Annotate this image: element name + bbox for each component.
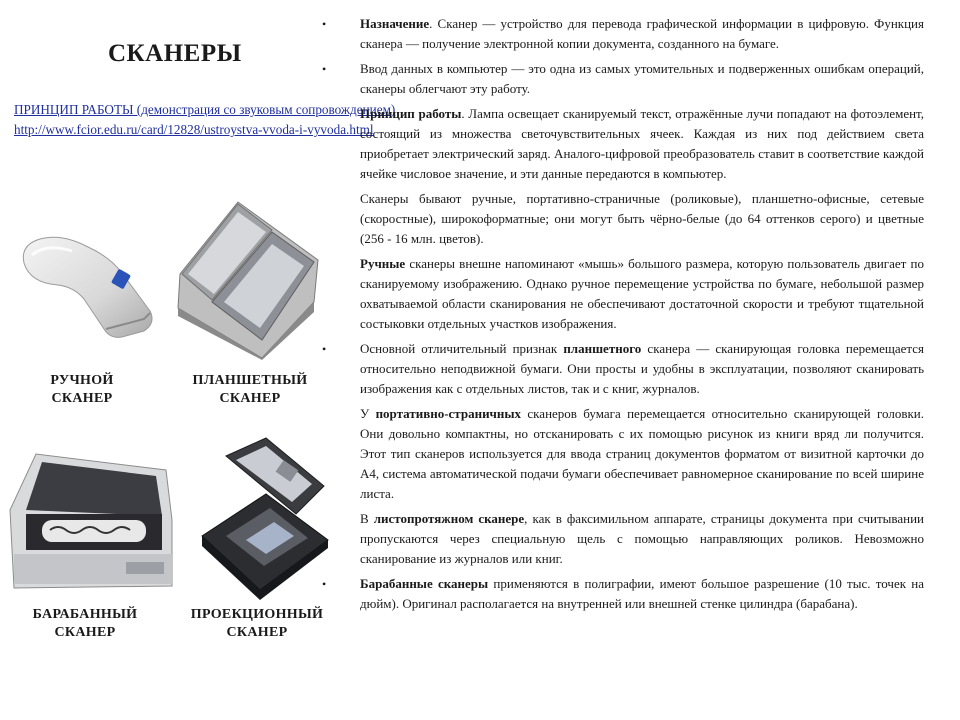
source-url-link[interactable]: http://www.fcior.edu.ru/card/12828/ustroystva-vvoda-i-vyvoda.html (14, 122, 374, 137)
caption-handheld: РУЧНОЙ СКАНЕР (50, 373, 114, 406)
handheld-scanner-image (18, 225, 160, 340)
paragraph-purpose: • Назначение. Сканер — устройство для перевода графической информации в цифровую. Функция сканера — получение электронной копии документа, созданного на бумаге. (320, 14, 924, 54)
paragraph-data-entry: • Ввод данных в компьютер — это одна из самых утомительных и подверженных ошибкам операций, сканеры облегчают эту работу. (320, 59, 924, 99)
paragraph-principle: Принцип работы. Лампа освещает сканируемый текст, отражённые лучи попадают на фотоэлемент, состоящий из множества светочувствительных ячеек. Каждая из них под действием света приобретает электрический заряд. Аналого-цифровой преобразователь ставит в соответствие каждой ячейке числовое значение, и эти данные передаются в компьютер. (360, 106, 924, 181)
main-text (320, 14, 924, 619)
paragraph-flatbed: • Основной отличительный признак планшетного сканера — сканирующая головка перемещается относительно неподвижной бумаги. Они просты и удобны в эксплуатации, позволяют сканировать изображения как с отдельных листов, так и с книг, журналов. (320, 339, 924, 399)
flatbed-scanner-image (172, 190, 322, 360)
paragraph-portable: У портативно-страничных сканеров бумага перемещается относительно сканирующей головки. Они довольно компактны, но отсканировать с их помощью рисунок из книги вряд ли получится. Этот тип сканеров используется для ввода страниц документов форматом от визитной карточки до А4, система автоматической подачи бумаги обеспечивает равномерное сканирование по всей ширине листа. (360, 406, 924, 501)
demo-link[interactable]: ПРИНЦИП РАБОТЫ (демонстрация со звуковым сопровождением) (14, 102, 396, 117)
projection-scanner-image (196, 436, 331, 601)
caption-projection: ПРОЕКЦИОННЫЙ СКАНЕР (190, 607, 324, 640)
caption-flatbed: ПЛАНШЕТНЫЙ СКАНЕР (192, 373, 308, 406)
paragraph-handheld: Ручные сканеры внешне напоминают «мышь» большого размера, которую пользователь двигает по сканируемому изображению. Однако ручное перемещение устройства по бумаге, небольшой размер охватываемой области сканирования не обеспечивают достаточной скорости и требуют тщательной состыковки отдельных участков изображения. (360, 256, 924, 331)
page-title: СКАНЕРЫ (108, 40, 242, 67)
drum-scanner-image (6, 450, 176, 595)
paragraph-sheetfed: В листопротяжном сканере, как в факсимильном аппарате, страницы документа при считывании пропускаются через специальную щель с помощью направляющих роликов. Невозможно сканирование из журналов или книг. (360, 511, 924, 566)
paragraph-types: Сканеры бывают ручные, портативно-страничные (роликовые), планшетно-офисные, сетевые (скоростные), широкоформатные; они могут быть чёрно-белые (до 64 оттенков серого) и цветные (256 - 16 млн. цветов). (360, 191, 924, 246)
paragraph-drum: • Барабанные сканеры применяются в полиграфии, имеют большое разрешение (10 тыс. точек на дюйм). Оригинал располагается на внутренней или внешней стенке цилиндра (барабана). (320, 574, 924, 614)
caption-drum: БАРАБАННЫЙ СКАНЕР (32, 607, 138, 640)
